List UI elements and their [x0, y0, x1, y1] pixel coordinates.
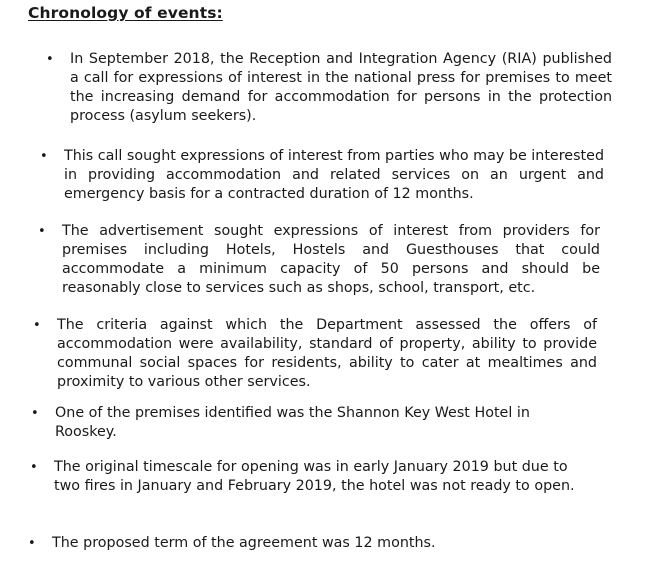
section-heading: Chronology of events:: [28, 4, 223, 22]
list-item-text: The proposed term of the agreement was 12 months.: [52, 535, 436, 551]
bullet-icon: •: [38, 224, 46, 239]
list-item-text: This call sought expressions of interest from parties who may be interested in providing accommodation and related services on an urgent and emergency basis for a contracted duration of 12 months.: [64, 148, 605, 202]
list-item-text: One of the premises identified was the Shannon Key West Hotel in Rooskey.: [55, 405, 530, 440]
bullet-icon: •: [46, 52, 54, 67]
list-item-text: The advertisement sought expressions of interest from providers for premises including Hotels, Hostels and Guesthouses that could accommodate a minimum capacity of 50 persons and should be reasonably close to services such as shops, school, transport, etc.: [62, 223, 600, 296]
bullet-icon: •: [30, 460, 38, 475]
bullet-icon: •: [28, 536, 36, 551]
list-item: [28, 534, 592, 556]
bullet-icon: •: [31, 406, 39, 421]
list-item-text: The original timescale for opening was in early January 2019 but due to two fires in January and February 2019, the hotel was not ready to open.: [54, 459, 575, 494]
bullet-icon: •: [40, 149, 48, 164]
list-item-text: In September 2018, the Reception and Integration Agency (RIA) published a call for expressions of interest in the national press for premises to meet the increasing demand for accommodation for persons in the protection process (asylum seekers).: [70, 51, 612, 124]
list-item: [38, 222, 600, 302]
list-item-text: The criteria against which the Department assessed the offers of accommodation were availability, standard of property, ability to provide communal social spaces for residents, ability to cater at mealtimes and proximity to various other services.: [57, 317, 597, 390]
bullet-icon: •: [33, 318, 41, 333]
list-item: [40, 147, 604, 207]
list-item: [46, 50, 612, 130]
list-item: [30, 458, 594, 518]
list-item: [33, 316, 597, 396]
list-item: [31, 404, 593, 444]
